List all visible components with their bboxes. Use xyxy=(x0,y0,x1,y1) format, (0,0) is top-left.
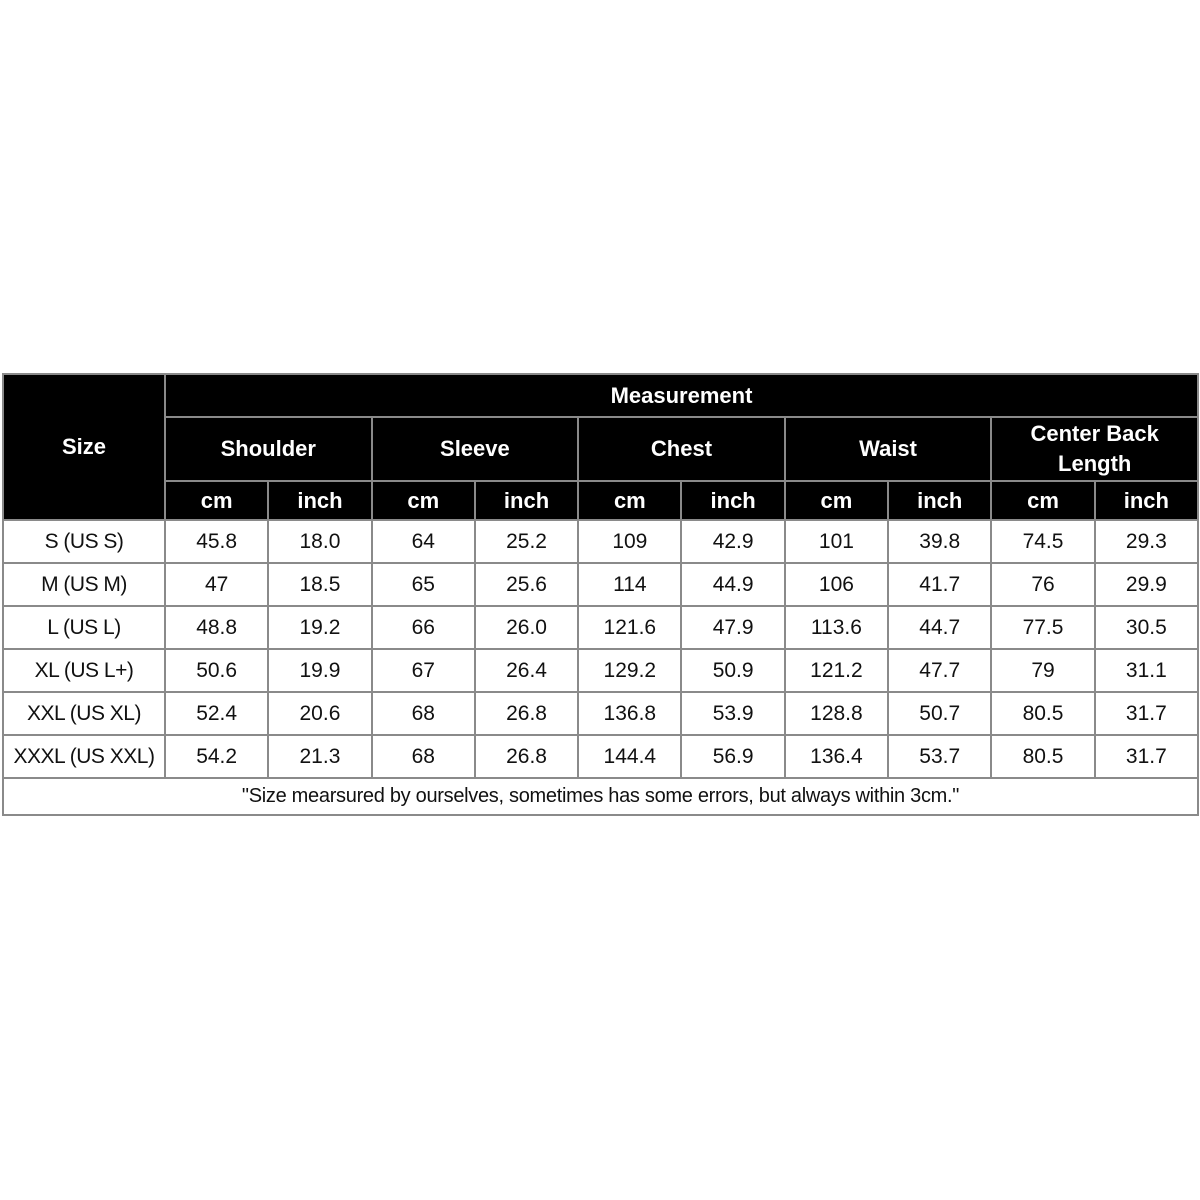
value-cell: 26.8 xyxy=(475,735,578,778)
value-cell: 64 xyxy=(372,520,475,563)
value-cell: 144.4 xyxy=(578,735,681,778)
value-cell: 45.8 xyxy=(165,520,268,563)
value-cell: 25.6 xyxy=(475,563,578,606)
unit-header-inch: inch xyxy=(888,481,991,520)
group-header-center-back-length: Center Back Length xyxy=(991,417,1198,481)
header-row-groups xyxy=(3,417,1198,481)
unit-header-inch: inch xyxy=(475,481,578,520)
table-row xyxy=(3,520,1198,563)
value-cell: 44.9 xyxy=(681,563,784,606)
value-cell: 136.4 xyxy=(785,735,888,778)
value-cell: 47 xyxy=(165,563,268,606)
value-cell: 44.7 xyxy=(888,606,991,649)
size-cell: M (US M) xyxy=(3,563,165,606)
value-cell: 128.8 xyxy=(785,692,888,735)
value-cell: 26.4 xyxy=(475,649,578,692)
size-cell: XXXL (US XXL) xyxy=(3,735,165,778)
value-cell: 129.2 xyxy=(578,649,681,692)
unit-header-cm: cm xyxy=(785,481,888,520)
value-cell: 20.6 xyxy=(268,692,371,735)
value-cell: 25.2 xyxy=(475,520,578,563)
value-cell: 53.7 xyxy=(888,735,991,778)
value-cell: 50.9 xyxy=(681,649,784,692)
size-column-header: Size xyxy=(3,374,165,520)
value-cell: 136.8 xyxy=(578,692,681,735)
value-cell: 76 xyxy=(991,563,1094,606)
value-cell: 50.7 xyxy=(888,692,991,735)
value-cell: 31.7 xyxy=(1095,692,1198,735)
unit-header-cm: cm xyxy=(165,481,268,520)
group-header-waist: Waist xyxy=(785,417,992,481)
value-cell: 79 xyxy=(991,649,1094,692)
group-header-shoulder: Shoulder xyxy=(165,417,372,481)
table-row xyxy=(3,692,1198,735)
size-cell: S (US S) xyxy=(3,520,165,563)
unit-header-cm: cm xyxy=(372,481,475,520)
group-header-chest: Chest xyxy=(578,417,785,481)
value-cell: 52.4 xyxy=(165,692,268,735)
value-cell: 29.3 xyxy=(1095,520,1198,563)
value-cell: 77.5 xyxy=(991,606,1094,649)
table-row xyxy=(3,606,1198,649)
value-cell: 80.5 xyxy=(991,735,1094,778)
table-row xyxy=(3,649,1198,692)
value-cell: 54.2 xyxy=(165,735,268,778)
value-cell: 41.7 xyxy=(888,563,991,606)
value-cell: 56.9 xyxy=(681,735,784,778)
value-cell: 106 xyxy=(785,563,888,606)
measurement-note: "Size mearsured by ourselves, sometimes has some errors, but always within 3cm." xyxy=(3,778,1198,815)
value-cell: 80.5 xyxy=(991,692,1094,735)
size-cell: XXL (US XL) xyxy=(3,692,165,735)
value-cell: 19.2 xyxy=(268,606,371,649)
note-row xyxy=(3,778,1198,815)
size-chart-table xyxy=(2,373,1199,816)
value-cell: 21.3 xyxy=(268,735,371,778)
value-cell: 66 xyxy=(372,606,475,649)
value-cell: 26.8 xyxy=(475,692,578,735)
value-cell: 74.5 xyxy=(991,520,1094,563)
value-cell: 29.9 xyxy=(1095,563,1198,606)
value-cell: 53.9 xyxy=(681,692,784,735)
unit-header-inch: inch xyxy=(1095,481,1198,520)
unit-header-inch: inch xyxy=(268,481,371,520)
value-cell: 31.7 xyxy=(1095,735,1198,778)
header-row-top xyxy=(3,374,1198,417)
value-cell: 50.6 xyxy=(165,649,268,692)
value-cell: 30.5 xyxy=(1095,606,1198,649)
value-cell: 113.6 xyxy=(785,606,888,649)
value-cell: 18.0 xyxy=(268,520,371,563)
table-row xyxy=(3,735,1198,778)
header-row-units xyxy=(3,481,1198,520)
value-cell: 48.8 xyxy=(165,606,268,649)
value-cell: 121.2 xyxy=(785,649,888,692)
value-cell: 114 xyxy=(578,563,681,606)
size-cell: XL (US L+) xyxy=(3,649,165,692)
unit-header-cm: cm xyxy=(578,481,681,520)
value-cell: 47.9 xyxy=(681,606,784,649)
unit-header-cm: cm xyxy=(991,481,1094,520)
value-cell: 65 xyxy=(372,563,475,606)
value-cell: 19.9 xyxy=(268,649,371,692)
value-cell: 18.5 xyxy=(268,563,371,606)
value-cell: 39.8 xyxy=(888,520,991,563)
size-cell: L (US L) xyxy=(3,606,165,649)
value-cell: 68 xyxy=(372,735,475,778)
group-header-sleeve: Sleeve xyxy=(372,417,579,481)
table-row xyxy=(3,563,1198,606)
value-cell: 47.7 xyxy=(888,649,991,692)
value-cell: 101 xyxy=(785,520,888,563)
value-cell: 68 xyxy=(372,692,475,735)
value-cell: 121.6 xyxy=(578,606,681,649)
value-cell: 31.1 xyxy=(1095,649,1198,692)
value-cell: 26.0 xyxy=(475,606,578,649)
value-cell: 42.9 xyxy=(681,520,784,563)
measurement-header: Measurement xyxy=(165,374,1198,417)
value-cell: 67 xyxy=(372,649,475,692)
value-cell: 109 xyxy=(578,520,681,563)
unit-header-inch: inch xyxy=(681,481,784,520)
